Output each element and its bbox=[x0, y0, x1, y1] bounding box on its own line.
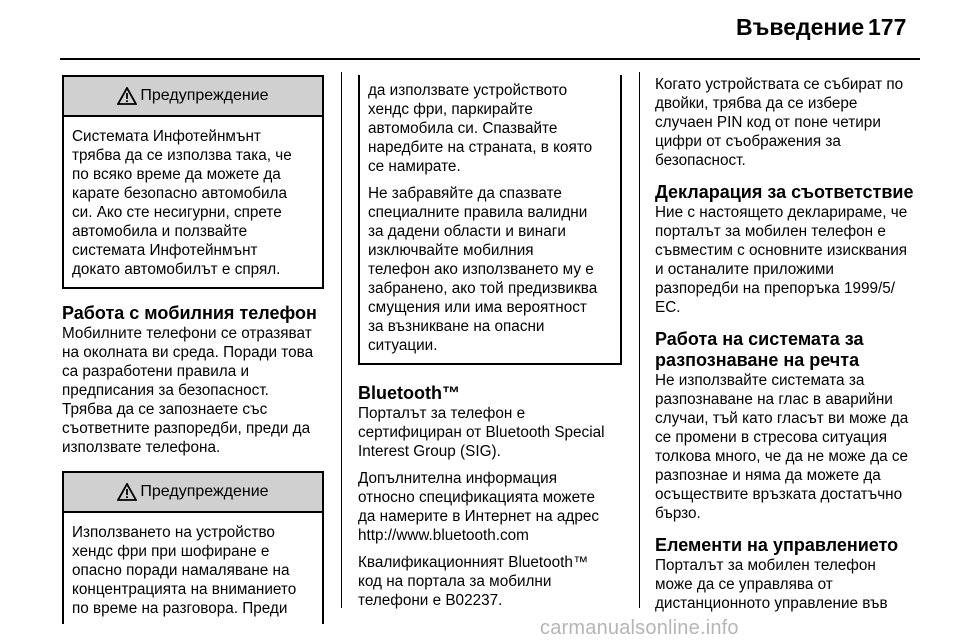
text-line: Не забравяйте да спазвате bbox=[368, 185, 562, 202]
column-3 bbox=[655, 75, 923, 613]
header-divider bbox=[60, 58, 920, 60]
text-line: концентрацията на вниманието bbox=[72, 581, 297, 598]
text-line: разпоредби на препоръка 1999/5/ bbox=[655, 280, 895, 297]
text-line: Трябва да се запознаете със bbox=[62, 401, 268, 418]
text-line: разпознае и няма да можете да bbox=[655, 467, 881, 484]
text-line: автомобила и ползвайте bbox=[72, 223, 248, 240]
text-line: използвате телефона. bbox=[62, 439, 221, 456]
text-line: наредбите на страната, в която bbox=[368, 139, 593, 156]
text-line: код на портала за мобилни bbox=[358, 573, 552, 590]
warning-text bbox=[64, 513, 322, 624]
warning-heading: Предупреждение bbox=[140, 87, 269, 104]
text-line: по всяко време да можете да bbox=[72, 166, 281, 183]
text-line: автомобила си. Спазвайте bbox=[368, 120, 558, 137]
text-line: трябва да се използва така, че bbox=[72, 147, 292, 164]
text-line: за дадени области и винаги bbox=[368, 223, 566, 240]
text-line: си. Ако сте несигурни, спрете bbox=[72, 204, 282, 221]
text-line: се намирате. bbox=[368, 158, 461, 175]
speech-text bbox=[655, 371, 923, 523]
warning-box-continued bbox=[358, 75, 622, 365]
text-line: Мобилните телефони се отразяват bbox=[62, 325, 312, 342]
text-line: телефон ако използването му е bbox=[368, 261, 594, 278]
text-line: сертифициран от Bluetooth Special bbox=[358, 424, 605, 441]
section-text-mobile-phone bbox=[62, 324, 324, 457]
text-line: по време на разговора. Преди bbox=[72, 600, 288, 617]
text-line: съвместим с основните изисквания bbox=[655, 242, 908, 259]
text-line: EC. bbox=[655, 299, 681, 316]
section-heading-mobile-phone: Работа с мобилния телефон bbox=[62, 303, 317, 323]
warning-header bbox=[64, 77, 322, 117]
text-line: телефони е B02237. bbox=[358, 592, 503, 609]
column-2 bbox=[358, 75, 622, 610]
text-line: Ние с настоящето декларираме, че bbox=[655, 204, 908, 221]
warning-box-2 bbox=[62, 471, 324, 624]
text-line: разпознаване на глас в аварийни bbox=[655, 391, 893, 408]
text-line: предписания за безопасност. bbox=[62, 382, 269, 399]
text-line: относно спецификацията можете bbox=[358, 489, 596, 506]
text-line: опасно поради намаляване на bbox=[72, 562, 290, 579]
pairing-text bbox=[655, 75, 923, 170]
text-line: толкова много, че да не може да се bbox=[655, 448, 909, 465]
text-line: Допълнителна информация bbox=[358, 470, 557, 487]
section-heading-speech bbox=[655, 329, 923, 371]
warning-text bbox=[64, 117, 322, 287]
text-line: ситуации. bbox=[368, 337, 438, 354]
bluetooth-para-1 bbox=[358, 404, 622, 461]
column-1 bbox=[62, 75, 324, 624]
text-line: Използването на устройство bbox=[72, 524, 275, 541]
section-heading-controls: Елементи на управлението bbox=[655, 535, 899, 555]
page-number: 177 bbox=[868, 14, 907, 40]
column-divider-2 bbox=[639, 72, 640, 608]
text-line: специалните правила валидни bbox=[368, 204, 588, 221]
text-line: Не използвайте системата за bbox=[655, 372, 865, 389]
text-line: цифри от съображения за bbox=[655, 133, 841, 150]
text-line: за възникване на опасни bbox=[368, 318, 545, 335]
section-heading-declaration: Декларация за съответствие bbox=[655, 182, 914, 202]
text-line: безопасност. bbox=[655, 152, 746, 169]
text-line: дистанционното управление във bbox=[655, 595, 888, 612]
warning-icon bbox=[117, 483, 137, 501]
text-line: осъществите връзката достатъчно bbox=[655, 486, 903, 503]
text-line: и останалите приложими bbox=[655, 261, 834, 278]
text-line: да използвате устройството bbox=[368, 82, 568, 99]
heading-line: Работа на системата за bbox=[655, 329, 864, 349]
controls-text bbox=[655, 556, 923, 613]
bluetooth-para-3 bbox=[358, 553, 622, 610]
text-line: докато автомобилът е спрял. bbox=[72, 261, 281, 278]
text-line: карате безопасно автомобила bbox=[72, 185, 287, 202]
text-line: двойки, трябва да се избере bbox=[655, 95, 858, 112]
text-line: порталът за мобилен телефон е bbox=[655, 223, 886, 240]
text-line: съответните разпоредби, преди да bbox=[62, 420, 311, 437]
text-line: случаен PIN код от поне четири bbox=[655, 114, 881, 131]
watermark: carmanualsonline.info bbox=[540, 617, 739, 639]
text-line: да намерите в Интернет на адрес bbox=[358, 508, 599, 525]
warning-box-1 bbox=[62, 75, 324, 289]
bluetooth-para-2 bbox=[358, 469, 622, 545]
text-line: се промени в стресова ситуация bbox=[655, 429, 888, 446]
text-line: забранено, ако той предизвиква bbox=[368, 280, 598, 297]
text-line: хендс фри, паркирайте bbox=[368, 101, 533, 118]
text-line: Когато устройствата се събират по bbox=[655, 76, 904, 93]
text-line: системата Инфотейнмънт bbox=[72, 242, 258, 259]
text-line: хендс фри при шофиране е bbox=[72, 543, 270, 560]
section-heading-bluetooth: Bluetooth™ bbox=[358, 383, 460, 403]
text-line: може да се управлява от bbox=[655, 576, 833, 593]
text-line: Квалификационният Bluetooth™ bbox=[358, 554, 589, 571]
text-line: Системата Инфотейнмънт bbox=[72, 128, 261, 145]
column-divider-1 bbox=[341, 72, 342, 608]
heading-line: разпознаване на речта bbox=[655, 350, 860, 370]
text-line: на околната ви среда. Поради това bbox=[62, 344, 314, 361]
bluetooth-url: http://www.bluetooth.com bbox=[358, 527, 529, 544]
page-title: Въведение bbox=[736, 14, 865, 40]
text-line: бързо. bbox=[655, 505, 701, 522]
text-line: са разработени правила и bbox=[62, 363, 249, 380]
warning-heading: Предупреждение bbox=[140, 483, 269, 500]
declaration-text bbox=[655, 203, 923, 317]
text-line: случаи, тъй като гласът ви може да bbox=[655, 410, 909, 427]
text-line: Порталът за телефон е bbox=[358, 405, 526, 422]
text-line: Interest Group (SIG). bbox=[358, 443, 501, 460]
text-line: изключвайте мобилния bbox=[368, 242, 534, 259]
text-line: смущения или има вероятност bbox=[368, 299, 587, 316]
warning-header bbox=[64, 473, 322, 513]
text-line: Порталът за мобилен телефон bbox=[655, 557, 876, 574]
warning-icon bbox=[117, 87, 137, 105]
